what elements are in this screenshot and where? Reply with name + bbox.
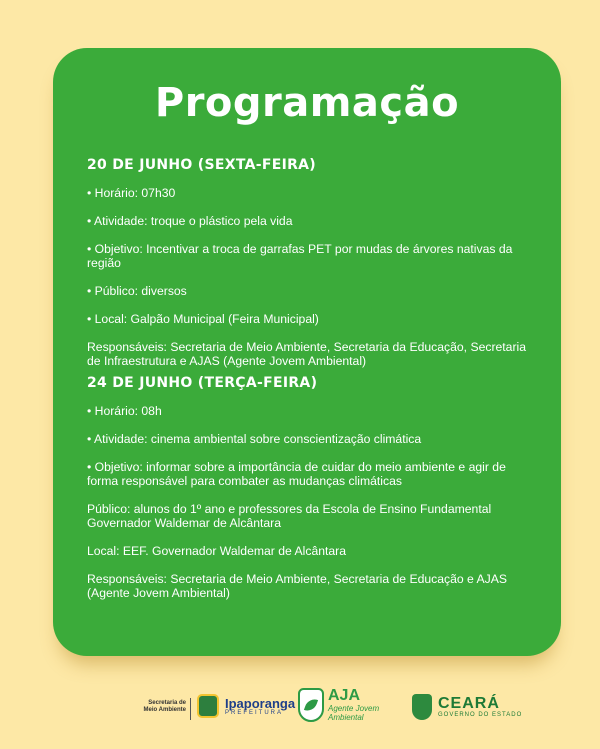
day1-time: • Horário: 07h30: [87, 186, 176, 200]
day1-activity: • Atividade: troque o plástico pela vida: [87, 214, 293, 228]
governo-label: GOVERNO DO ESTADO: [438, 711, 523, 718]
ipaporanga-crest-icon: [197, 694, 219, 718]
aja-name: AJA: [328, 687, 361, 704]
day1-location: • Local: Galpão Municipal (Feira Municipal): [87, 312, 319, 326]
page-title: Programação: [154, 80, 460, 126]
program-card: [53, 48, 561, 656]
day2-time: • Horário: 08h: [87, 404, 162, 418]
day2-audience: Público: alunos do 1º ano e professores da Escola de Ensino Fundamental Governador Waldemar de Alcântara: [87, 502, 492, 530]
ceara-seal-icon: [412, 694, 432, 720]
aja-shield-icon: [298, 688, 324, 722]
day1-responsible: Responsáveis: Secretaria de Meio Ambiente, Secretaria da Educação, Secretaria de Infraestrutura e AJAS (Agente Jovem Ambiental): [87, 340, 526, 368]
day2-responsible: Responsáveis: Secretaria de Meio Ambiente, Secretaria de Educação e AJAS (Agente Jovem Ambiental): [87, 572, 508, 600]
day2-objective: • Objetivo: informar sobre a importância de cuidar do meio ambiente e agir de forma responsável para combater as mudanças climáticas: [87, 460, 506, 488]
day1-objective: • Objetivo: Incentivar a troca de garrafas PET por mudas de árvores nativas da região: [87, 242, 513, 270]
leaf-icon: [304, 697, 318, 714]
secretaria-label: Secretaria de Meio Ambiente: [143, 700, 186, 713]
ceara-name: CEARÁ: [438, 694, 500, 712]
ipaporanga-name: Ipaporanga: [225, 695, 296, 711]
day1-heading: 20 DE JUNHO (SEXTA-FEIRA): [87, 157, 316, 173]
footer-divider: [190, 698, 191, 720]
ipaporanga-logo: [197, 694, 295, 718]
footer-logos: [0, 680, 600, 740]
day2-location: Local: EEF. Governador Waldemar de Alcântara: [87, 544, 346, 558]
aja-subtitle: Agente Jovem Ambiental: [328, 704, 380, 722]
day2-heading: 24 DE JUNHO (TERÇA-FEIRA): [87, 375, 318, 391]
prefeitura-label: PREFEITURA: [225, 709, 284, 716]
aja-logo: [298, 688, 382, 722]
ceara-logo: [412, 694, 522, 720]
day1-audience: • Público: diversos: [87, 284, 187, 298]
program-content: [87, 158, 539, 614]
day2-activity: • Atividade: cinema ambiental sobre conscientização climática: [87, 432, 422, 446]
secretaria-logo: [142, 700, 186, 714]
